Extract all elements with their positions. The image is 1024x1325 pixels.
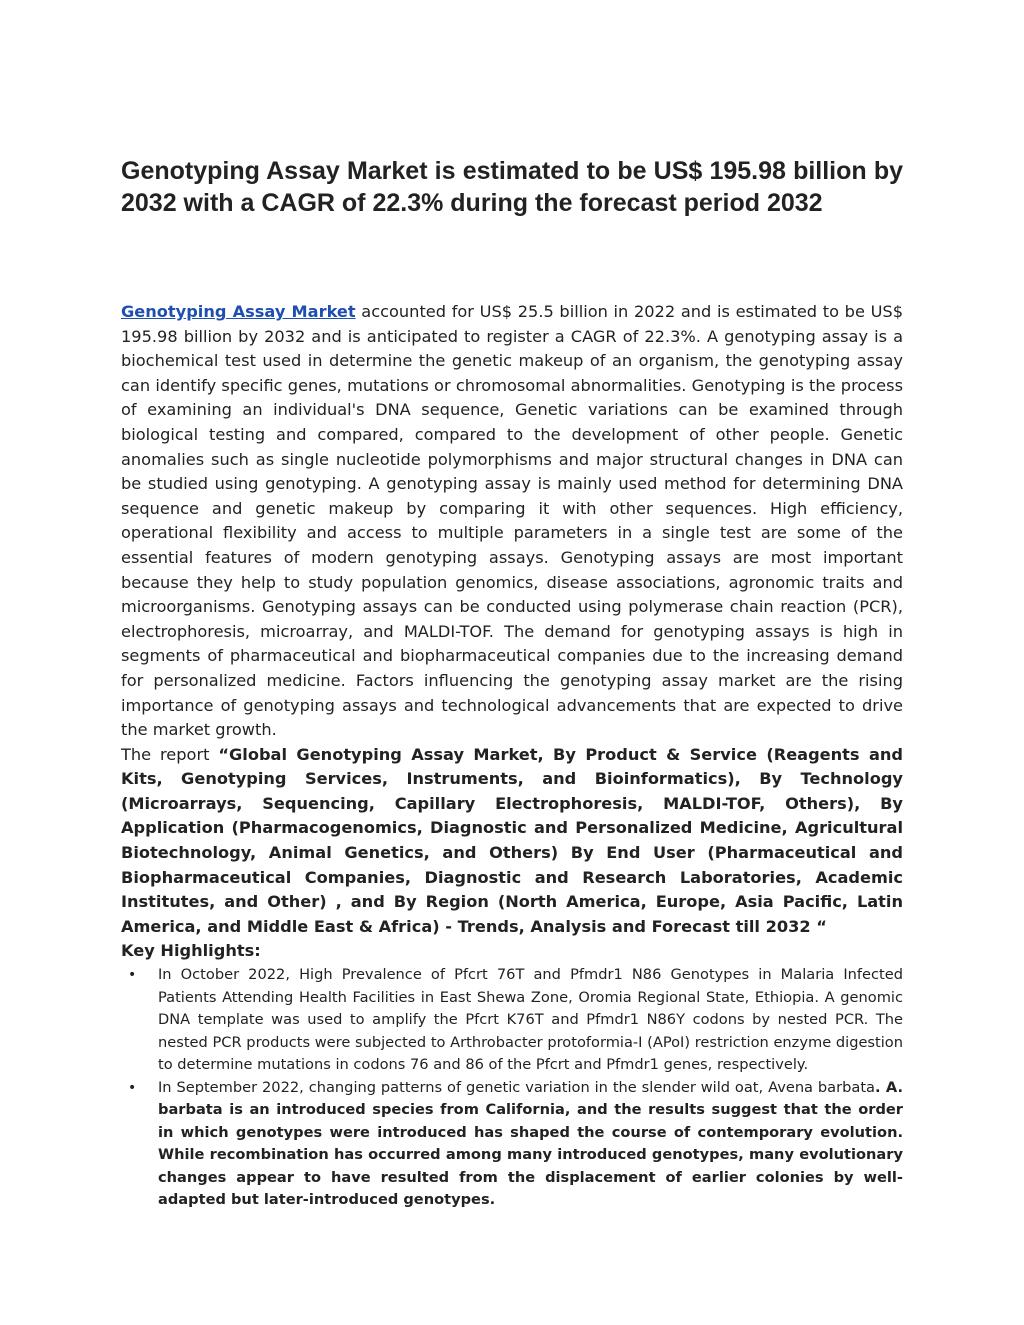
key-highlights-heading: Key Highlights: <box>121 941 261 961</box>
highlight-bold-text: . A. barbata is an introduced species from California, and the results suggest that the order in which genotypes were introduced has shaped the course of contemporary evolution. While recombination has occurred among many introduced genotypes, many evolutionary changes appear to have resulted from the displacement of earlier colonies by well-adapted but later-introduced genotypes. <box>158 1078 903 1209</box>
list-item <box>121 964 903 1077</box>
report-title: “Global Genotyping Assay Market, By Product & Service (Reagents and Kits, Genotyping Services, Instruments, and Bioinformatics), By Technology (Microarrays, Sequencing, Capillary Electrophoresis, MALDI-TOF, Others), By Application (Pharmacogenomics, Diagnostic and Personalized Medicine, Agricultural Biotechnology, Animal Genetics, and Others) By End User (Pharmaceutical and Biopharmaceutical Companies, Diagnostic and Research Laboratories, Academic Institutes, and Other) , and By Region (North America, Europe, Asia Pacific, Latin America, and Middle East & Africa) - Trends, Analysis and Forecast till 2032 “ <box>121 744 903 936</box>
document-title: Genotyping Assay Market is estimated to be US$ 195.98 billion by 2032 with a CAGR of 22.3% during the forecast period 2032 <box>121 157 903 217</box>
bullet-icon: • <box>128 1079 137 1096</box>
report-paragraph <box>121 743 903 940</box>
report-prefix: The report <box>121 744 219 764</box>
key-highlights-list <box>121 964 903 1212</box>
intro-paragraph <box>121 300 903 743</box>
intro-text: accounted for US$ 25.5 billion in 2022 and is estimated to be US$ 195.98 billion by 2032 and is anticipated to register a CAGR of 22.3%. A genotyping assay is a biochemical test used in determine the genetic makeup of an organism, the genotyping assay can identify specific genes, mutations or chromosomal abnormalities. Genotyping is the process of examining an individual's DNA sequence, Genetic variations can be examined through biological testing and compared, compared to the development of other people. Genetic anomalies such as single nucleotide polymorphisms and major structural changes in DNA can be studied using genotyping. A genotyping assay is mainly used method for determining DNA sequence and genetic makeup by comparing it with other sequences. High efficiency, operational flexibility and access to multiple parameters in a single test are some of the essential features of modern genotyping assays. Genotyping assays are most important because they help to study population genomics, disease associations, agronomic traits and microorganisms. Genotyping assays can be conducted using polymerase chain reaction (PCR), electrophoresis, microarray, and MALDI-TOF. The demand for genotyping assays is high in segments of pharmaceutical and biopharmaceutical companies due to the increasing demand for personalized medicine. Factors influencing the genotyping assay market are the rising importance of genotyping assays and technological advancements that are expected to drive the market growth. <box>121 302 903 740</box>
list-item <box>121 1077 903 1212</box>
genotyping-assay-market-link[interactable]: Genotyping Assay Market <box>121 302 356 321</box>
bullet-icon: • <box>128 967 137 984</box>
document-body <box>121 300 903 1212</box>
highlight-text: In October 2022, High Prevalence of Pfcrt 76T and Pfmdr1 N86 Genotypes in Malaria Infected Patients Attending Health Facilities in East Shewa Zone, Oromia Regional State, Ethiopia. A genomic DNA template was used to amplify the Pfcrt K76T and Pfmdr1 N86Y codons by nested PCR. The nested PCR products were subjected to Arthrobacter protoformia-I (APoI) restriction enzyme digestion to determine mutations in codons 76 and 86 of the Pfcrt and Pfmdr1 genes, respectively. <box>158 966 903 1074</box>
highlight-text: In September 2022, changing patterns of genetic variation in the slender wild oat, Avena barbata <box>158 1078 875 1096</box>
